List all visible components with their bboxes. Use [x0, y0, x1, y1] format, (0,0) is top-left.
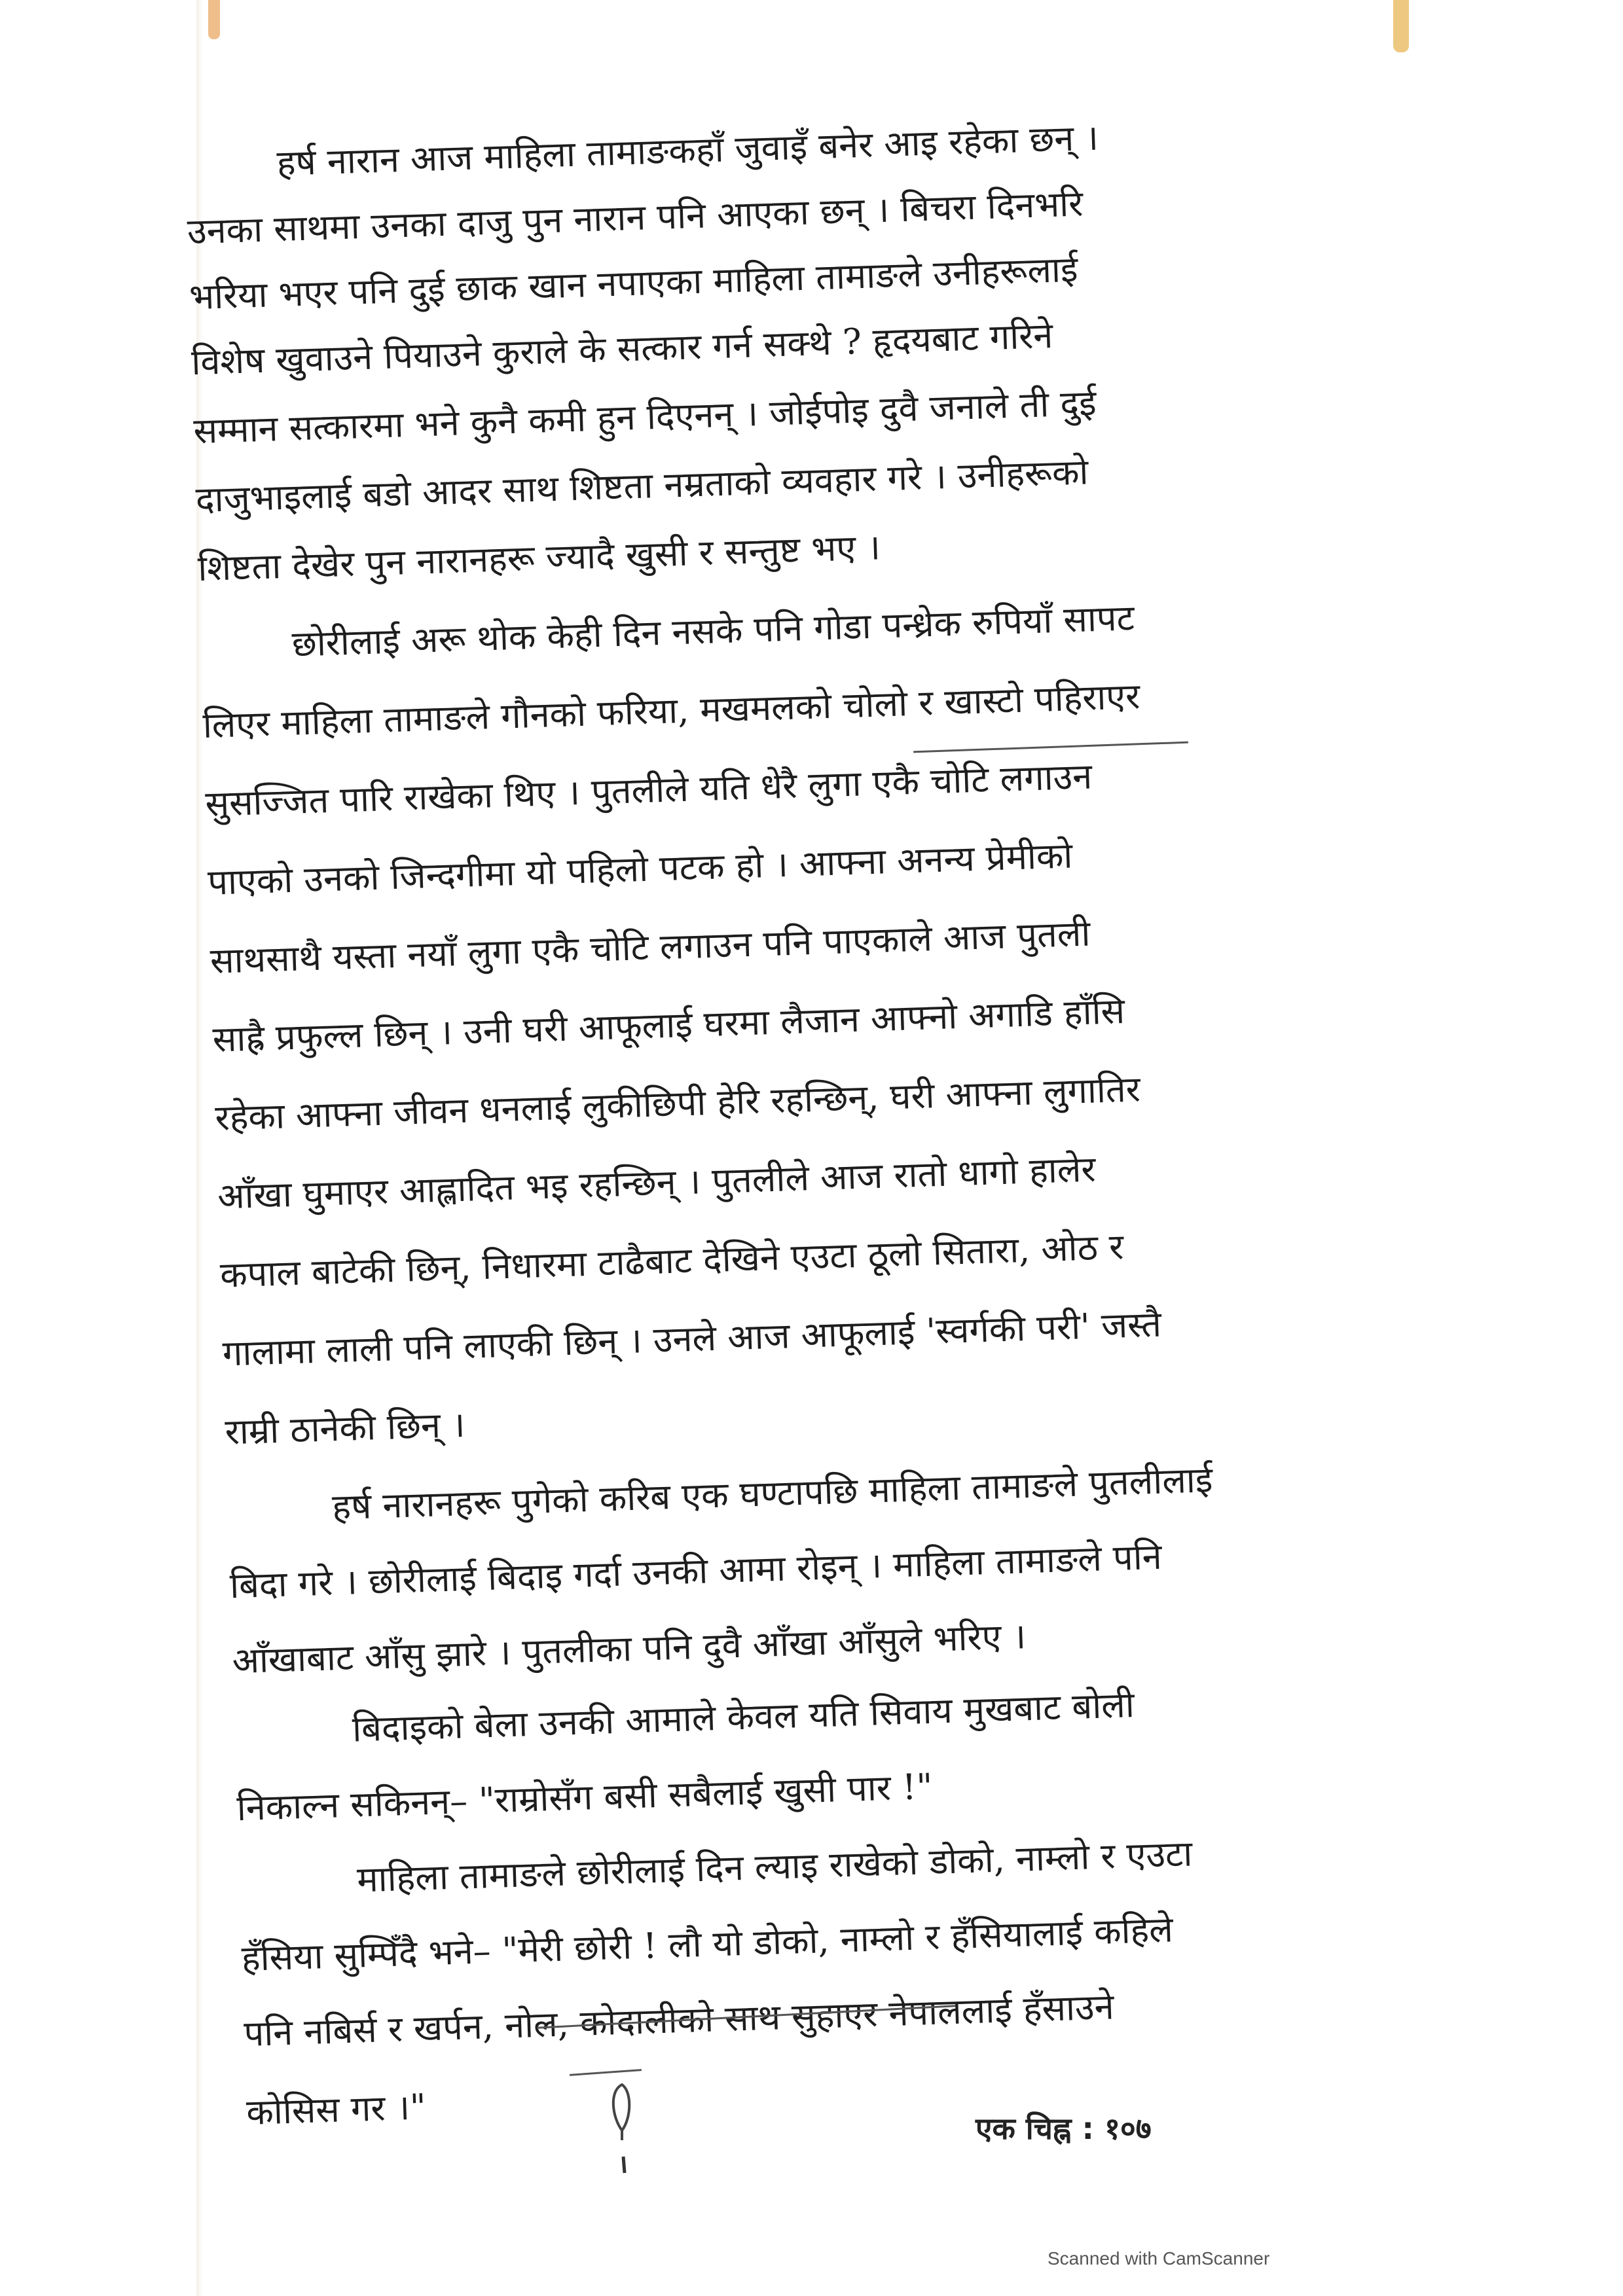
text-line: पाएको उनको जिन्दगीमा यो पहिलो पटक हो । आफ्ना अनन्य प्रेमीको — [207, 834, 1074, 903]
text-line: दाजुभाइलाई बडो आदर साथ शिष्टता नम्रताको व्यवहार गरे । उनीहरूको — [194, 451, 1089, 521]
text-line: साह्रै प्रफुल्ल छिन् । उनी घरी आफूलाई घरमा लैजान आफ्नो अगाडि हाँसि — [211, 990, 1125, 1060]
text-line: विशेष खुवाउने पियाउने कुराले के सत्कार गर्न सक्थे ? हृदयबाट गरिने — [191, 314, 1054, 384]
text-line: भरिया भएर पनि दुई छाक खान नपाएका माहिला तामाङले उनीहरूलाई — [189, 248, 1079, 318]
text-line: पनि नबिर्स र खर्पन, नोल, कोदालीको साथ सुहाएर नेपाललाई हँसाउने — [243, 1986, 1115, 2055]
text-line: सुसज्जित पारि राखेका थिए । पुतलीले यति धेरै लुगा एकै चोटि लगाउन — [204, 755, 1093, 825]
text-line: बिदाइको बेला उनकी आमाले केवल यति सिवाय मुखबाट बोली — [352, 1684, 1135, 1750]
pen-scribble — [602, 2078, 642, 2176]
text-line: उनका साथमा उनका दाजु पुन नारान पनि आएका छन् । बिचरा दिनभरि — [187, 183, 1084, 253]
text-line: कोसिस गर ।" — [246, 2086, 427, 2133]
text-line: बिदा गरे । छोरीलाई बिदाइ गर्दा उनकी आमा रोइन् । माहिला तामाङले पनि — [229, 1535, 1163, 1607]
text-line: राम्री ठानेकी छिन् । — [224, 1403, 466, 1453]
text-line: लिएर माहिला तामाङले गौनको फरिया, मखमलको चोलो र खास्टो पहिराएर — [202, 675, 1141, 747]
text-line: हर्ष नारान आज माहिला तामाङकहाँ जुवाइँ बनेर आइ रहेका छन् । — [276, 117, 1099, 185]
text-line: गालामा लाली पनि लाएकी छिन् । उनले आज आफूलाई 'स्वर्गकी परी' जस्तै — [221, 1303, 1162, 1374]
text-line: हर्ष नारानहरू पुगेको करिब एक घण्टापछि माहिला तामाङले पुतलीलाई — [331, 1459, 1214, 1528]
text-line: हँसिया सुम्पिँदै भने– "मेरी छोरी ! लौ यो डोको, नाम्लो र हँसियालाई कहिले — [240, 1909, 1174, 1980]
text-line: कपाल बाटेकी छिन्, निधारमा टाढैबाट देखिने एउटा ठूलो सितारा, ओठ र — [219, 1226, 1125, 1296]
text-line: शिष्टता देखेर पुन नारानहरू ज्यादै खुसी र सन्तुष्ट भए । — [197, 526, 881, 590]
scanner-watermark: Scanned with CamScanner — [1048, 2248, 1270, 2269]
text-line: निकाल्न सकिनन्– "राम्रोसँग बसी सबैलाई खुसी पार !" — [236, 1765, 934, 1829]
page-footer: एक चिह्न : १०७ — [976, 2111, 1152, 2146]
text-line: सम्मान सत्कारमा भने कुनै कमी हुन दिएनन् । जोईपोइ दुवै जनाले ती दुई — [192, 382, 1097, 452]
edge-stain — [208, 0, 220, 39]
edge-stain — [1393, 0, 1409, 52]
text-line: छोरीलाई अरू थोक केही दिन नसके पनि गोडा पन्ध्रेक रुपियाँ सापट — [291, 597, 1135, 665]
text-line: रहेका आफ्ना जीवन धनलाई लुकीछिपी हेरि रहन्छिन्, घरी आफ्ना लुगातिर — [214, 1068, 1141, 1139]
text-line: साथसाथै यस्ता नयाँ लुगा एकै चोटि लगाउन पनि पाएकाले आज पुतली — [210, 912, 1091, 982]
text-line: आँखाबाट आँसु झारे । पुतलीका पनि दुवै आँखा आँसुले भरिए । — [231, 1615, 1027, 1682]
text-line: माहिला तामाङले छोरीलाई दिन ल्याइ राखेको डोको, नाम्लो र एउटा — [356, 1833, 1194, 1901]
page-text — [185, 114, 1360, 2164]
text-line: आँखा घुमाएर आह्लादित भइ रहन्छिन् । पुतलीले आज रातो धागो हालेर — [217, 1148, 1097, 1217]
